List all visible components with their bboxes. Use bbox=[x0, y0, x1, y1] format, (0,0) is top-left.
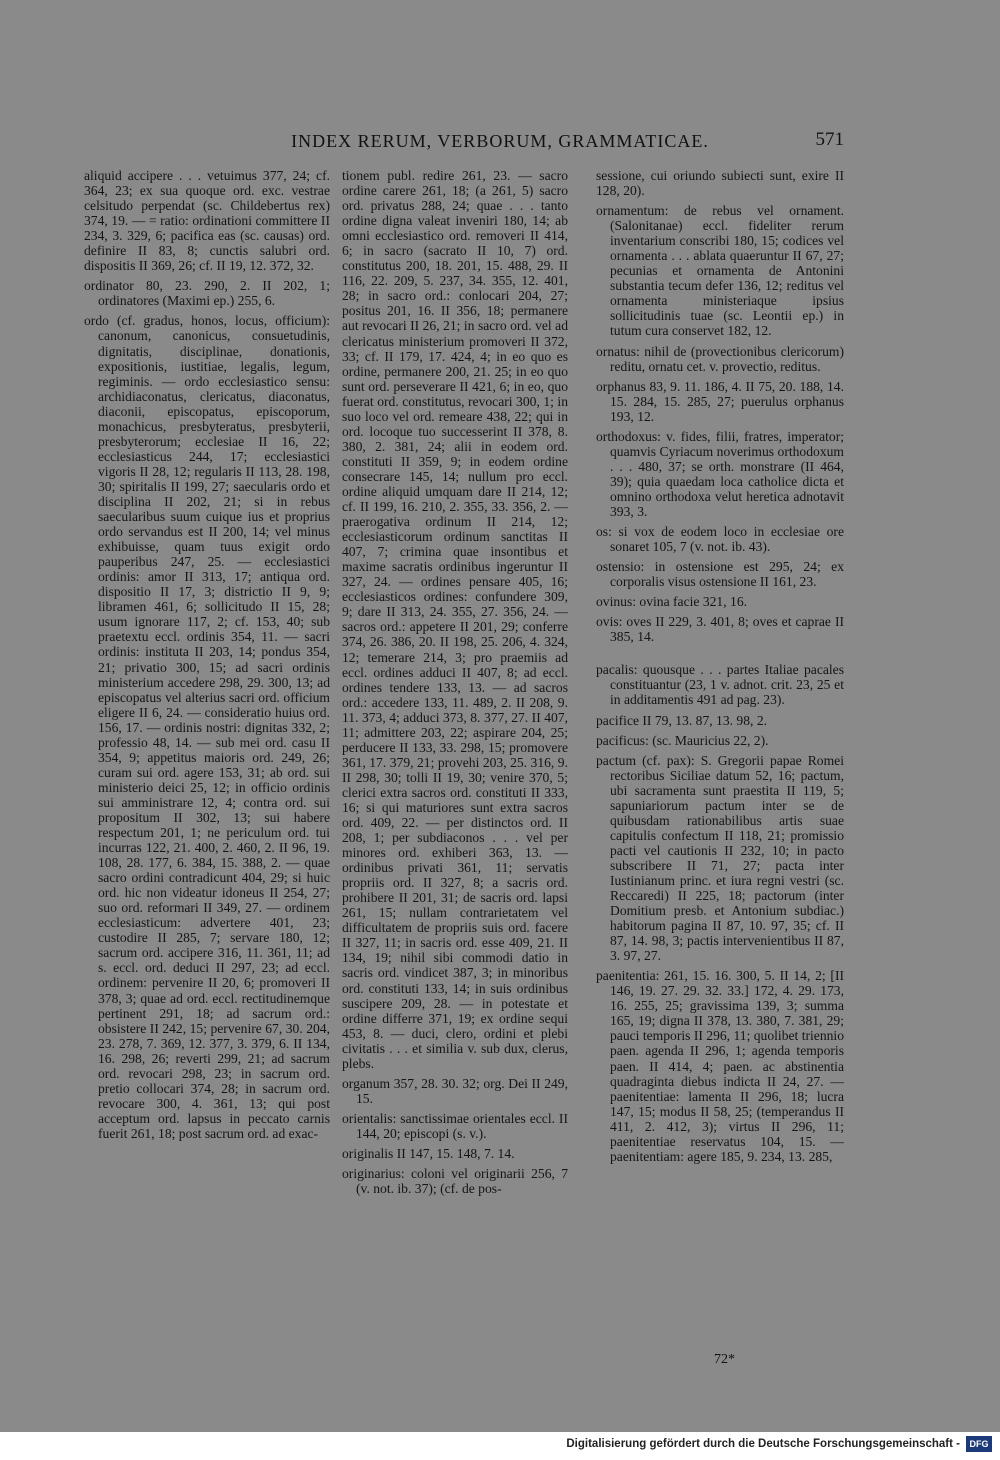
page-header-title: INDEX RERUM, VERBORUM, GRAMMATICAE. bbox=[291, 131, 709, 151]
index-entry: tionem publ. redire 261, 23. — sacro ordine carere 261, 18; (a 261, 5) sacro ord. privatus 288, 24; quae . . . tanto ordine digna valeat inveniri 180, 14; ab omni ecclesiastico ord. removeri II 414, 6; in sacro (sacrato II 10, 7) ord. constitutus 200, 18. 201, 15. 488, 29. II 116, 22. 209, 5. 237, 34. 355, 12. 401, 28; in sacro ord.: conlocari 204, 27; positus 201, 16. II 356, 18; permanere aut revocari II 26, 21; in sacro ord. vel ad clericatus ministerium promoveri II 372, 33; cf. II 179, 17. 424, 4; in eo quo es ordine, permanere 200, 21. 25; in eo quo sunt ord. perseverare II 421, 6; in eo, quo fuerat ord. constitutus, revocari 300, 1; in suo loco vel ord. remeare 438, 22; qui in ord. locoque tuo successerint II 378, 8. 380, 2. 381, 24; alii in eodem ord. constituti II 359, 9; in eodem ordine consecrare 145, 14; nullum pro eccl. ordine aliquid umquam dare II 214, 12; cf. II 199, 16. 210, 2. 355, 33. 356, 2. — praerogativa ordinum II 214, 12; ecclesiasticorum ordinum sanctitas II 407, 7; crimina quae insontibus et maxime sacratis ordinibus ingeruntur II 327, 24. — ordines pensare 405, 16; ecclesiasticos ordines: confundere 309, 9; dare II 313, 24. 355, 27. 356, 24. — sacros ord.: appetere II 201, 29; conferre 374, 26. 386, 20. II 198, 25. 206, 4. 324, 12; temerare 214, 3; pro praemiis ad eccl. ordines adduci II 407, 8; ad eccl. ordines tendere 133, 13. — ad sacros ord.: accedere 133, 11. 489, 2. II 208, 9. 11. 373, 4; adduci 373, 8. 377, 27. II 407, 11; admittere 203, 22; aspirare 204, 25; perducere II 133, 33. 298, 15; promovere 361, 17. 379, 21; provehi 203, 25. 316, 9. II 298, 30; tolli II 19, 30; venire 370, 5; clerici extra sacros ord. constituti II 333, 16; si qui maturiores sunt extra sacros ord. 409, 22. — per distinctos ord. II 208, 1; per subdiaconos . . . vel per minores ord. exhiberi 363, 13. — ordinibus privati 361, 11; servatis propriis ord. II 327, 8; a sacris ord. prohibere II 201, 31; de sacris ord. lapsi 261, 15; nullam contrarietatem vel difficultatem de propriis suis ord. facere II 327, 11; in sacris ord. esse 409, 21. II 134, 19; nihil sibi commodi datio in sacris ord. vindicet 387, 3; in minoribus ord. constituti 133, 14; in suis ordinibus suscipere 209, 28. — in potestate et ordine differre 371, 19; ex ordine sequi 453, 8. — duci, clero, ordini et plebi civitatis . . . et similia v. sub dux, clerus, plebs. bbox=[342, 168, 568, 1071]
index-entry: pacifice II 79, 13. 87, 13. 98, 2. bbox=[596, 712, 768, 728]
index-entry: orientalis: sanctissimae orientales eccl. II 144, 20; episcopi (s. v.). bbox=[342, 1110, 568, 1141]
index-entry: ornatus: nihil de (provectionibus clericorum) reditu, ornatu cet. v. provectio, reditus. bbox=[596, 343, 844, 374]
index-entry: aliquid accipere . . . vetuimus 377, 24; cf. 364, 23; ex sua quoque ord. exc. vestrae celsitudo perpendat (sc. Childebertus rex) 374, 19. — = ratio: ordinationi committere II 234, 3. 329, 6; pacifica eas (sc. causas) ord. definire II 83, 8; cunctis salubri ord. dispositis II 369, 26; cf. II 19, 12. 372, 32. bbox=[84, 168, 330, 274]
index-entry: os: si vox de eodem loco in ecclesiae ore sonaret 105, 7 (v. not. ib. 43). bbox=[596, 524, 844, 555]
index-column-3 bbox=[596, 168, 844, 1169]
index-entry: ostensio: in ostensione est 295, 24; ex corporalis visus ostensione II 161, 23. bbox=[596, 559, 844, 590]
funding-notice: Digitalisierung gefördert durch die Deutsche Forschungsgemeinschaft - bbox=[566, 1438, 960, 1450]
index-entry: ordinator 80, 23. 290, 2. II 202, 1; ordinatores (Maximi ep.) 255, 6. bbox=[84, 278, 330, 309]
index-entry: paenitentia: 261, 15. 16. 300, 5. II 14, 2; [II 146, 19. 27. 29. 32. 33.] 172, 4. 29. 173, 16. 255, 25; gravissima 139, 3; summa 165, 19; digna II 378, 13. 380, 7. 381, 29; pauci temporis II 296, 11; quolibet triennio paen. agenda II 296, 1; agenda temporis paen. II 414, 4; paen. ac abstinentia quadraginta diebus indicta II 24, 27. — paenitentiae: lamenta II 296, 18; lucra 147, 15; modus II 58, 25; (temperandus II 411, 2. 412, 3); virtus II 296, 11; paenitentiae reservatus 104, 15. — paenitentiam: agere 185, 9. 234, 13. 285, bbox=[596, 968, 844, 1164]
index-column-2 bbox=[342, 168, 568, 1201]
index-entry: ovinus: ovina facie 321, 16. bbox=[596, 594, 748, 610]
index-column-1 bbox=[84, 168, 330, 1146]
index-entry: originarius: coloni vel originarii 256, 7 (v. not. ib. 37); (cf. de pos- bbox=[342, 1166, 568, 1197]
index-entry: pactum (cf. pax): S. Gregorii papae Romei rectoribus Siciliae datum 52, 16; pactum, ubi sacramenta sunt praestita II 119, 5; sapuniariorum pactum inter se de quibusdam rationabilibus artis suae capitulis confectum II 118, 21; promissio pacti vel cautionis II 232, 10; in pacto subscribere II 71, 27; pacta inter Iustinianum princ. et iura regni vestri (sc. Reccaredi) II 225, 18; pactorum (inter Domitium presb. et Antonium subdiac.) habitorum pagina II 87, 10. 97, 35; cf. II 87, 14. 98, 3; pactis intervenientibus II 87, 3. 97, 27. bbox=[596, 752, 844, 964]
index-entry: orthodoxus: v. fides, filii, fratres, imperator; quamvis Cyriacum noverimus orthodoxum . . . 480, 37; se orth. monstrare (II 464, 39); quia quaedam loca catholice dicta et omnino orthodoxa velut heretica adnotavit 393, 3. bbox=[596, 428, 844, 519]
index-entry: organum 357, 28. 30. 32; org. Dei II 249, 15. bbox=[342, 1075, 568, 1106]
page-number: 571 bbox=[815, 129, 844, 150]
index-entry: sessione, cui oriundo subiecti sunt, exire II 128, 20). bbox=[596, 168, 844, 199]
index-entry: originalis II 147, 15. 148, 7. 14. bbox=[342, 1146, 515, 1161]
index-entry: ornamentum: de rebus vel ornament. (Salonitanae) eccl. fideliter rerum inventarium conscribi 180, 15; codices vel ornamenta . . . ablata quaeruntur II 67, 27; pecunias et ornamenta de Antonini substantia tecum defer 136, 12; reditus vel ornamenta ministeriaque ipsius sollicitudinis tuae (sc. Leontii ep.) in tutum cura conservet 182, 12. bbox=[596, 203, 844, 339]
index-entry: ordo (cf. gradus, honos, locus, officium): canonum, canonicus, consuetudinis, dignitatis, disciplinae, donationis, expositionis, iustitiae, legalis, legum, regiminis. — ordo ecclesiastico sensu: archidiaconatus, clericatus, diaconatus, diaconii, episcopatus, episcoporum, monachicus, presbyteratus, presbyterii, presbyterorum; ecclesiae II 16, 22; ecclesiasticus 244, 17; ecclesiastici vigoris II 28, 12; regularis II 113, 28. 198, 30; spiritalis II 199, 27; saecularis ordo et disciplina II 202, 21; si in rebus saecularibus suum cuique ius et proprius ordo servandus est II 200, 14; vel minus exhibuisse, quam tuus exigit ordo pauperibus 247, 25. — ecclesiastici ordinis: amor II 313, 17; antiqua ord. dispositio II 17, 3; districtio II 9, 9; libramen 461, 6; sollicitudo II 15, 28; usum ignorare 117, 2; cf. 153, 40; sub praetextu eccl. ordinis 354, 11. — sacri ordinis: instituta II 203, 14; pondus 354, 21; privatio 300, 15; ad sacri ordinis ministerium accedere 298, 29. 300, 13; ad episcopatus vel alterius sacri ord. officium eligere II 6, 24. — consideratio huius ord. 156, 17. — ordinis nostri: dignitas 332, 2; professio 48, 14. — sub mei ord. casu II 354, 9; appetitus maioris ord. 249, 26; curam sui ord. agere 153, 31; ab ord. sui ministerio deici 25, 12; in officio ordinis sui amministrare 12, 4; contra ord. sui propositum II 302, 13; sui habere respectum 201, 1; ne periculum ord. tui incurras 122, 21. 400, 2. 460, 2. II 96, 19. 108, 28. 177, 6. 384, 15. 388, 2. — quae sacro ordini contradicunt 404, 29; si huic ord. hic non videatur idoneus II 254, 27; suo ord. reformari II 349, 27. — ordinem ecclesiasticum: advertere 401, 23; custodire II 285, 7; servare 180, 12; sacrum ord. accipere 316, 11. 361, 11; ad s. eccl. ord. deduci II 297, 23; ad eccl. ordinem: pervenire II 20, 6; promoveri II 378, 3; quae ad ord. eccl. rectitudinemque pertinent 291, 18; ad sacrum ord.: obsistere II 242, 15; pervenire 67, 30. 204, 23. 278, 7. 369, 12. 377, 3. 379, 6. II 134, 16. 298, 26; reverti 299, 21; ad sacrum ord. revocari 298, 23; in sacrum ord. pretio collocari 374, 28; in sacrum ord. revocare 300, 4. 361, 13; qui post acceptum ord. lapsus in peccato carnis fuerit 261, 18; post sacrum ord. ad exac- bbox=[84, 313, 330, 1141]
index-entry: orphanus 83, 9. 11. 186, 4. II 75, 20. 188, 14. 15. 284, 15. 285, 27; puerulus orphanus 193, 12. bbox=[596, 378, 844, 424]
index-entry: pacalis: quousque . . . partes Italiae pacales constituantur (23, 1 v. adnot. crit. 23, 25 et in additamentis 491 ad pag. 23). bbox=[596, 662, 844, 708]
index-entry: pacificus: (sc. Mauricius 22, 2). bbox=[596, 732, 769, 748]
index-entry: ovis: oves II 229, 3. 401, 8; oves et caprae II 385, 14. bbox=[596, 614, 844, 645]
footer-bar bbox=[0, 1432, 1000, 1460]
signature-mark: 72* bbox=[714, 1352, 735, 1367]
dfg-logo: DFG bbox=[966, 1436, 992, 1452]
